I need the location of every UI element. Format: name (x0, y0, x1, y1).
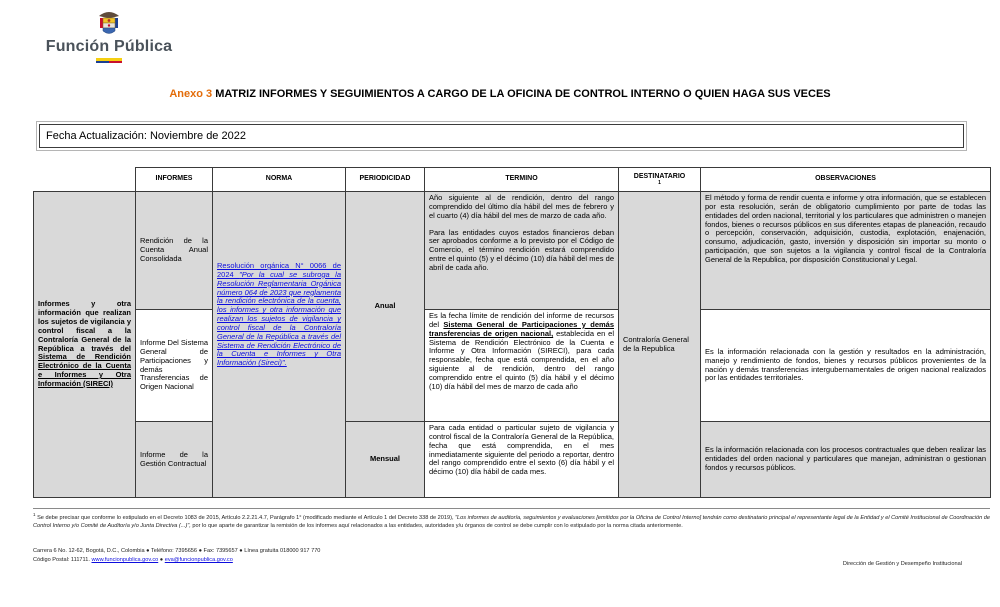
footnote-ref: 1 (33, 512, 36, 517)
norma-cell (213, 192, 346, 498)
title-anexo: Anexo 3 (169, 88, 213, 100)
title-text: MATRIZ INFORMES Y SEGUIMIENTOS A CARGO DE LA OFICINA DE CONTROL INTERNO O QUIEN HAGA SUS VECES (212, 88, 831, 100)
periodicidad-mensual-cell: Mensual (346, 422, 425, 498)
colombia-coat-of-arms-icon (97, 10, 121, 38)
footnote: $^1$ Se debe precisar que conforme lo estipulado en el Decreto 1083 de 2015, Artículo 2.2.21.4.7, Parágrafo 1° (modificado mediante el Artículo 1 del Decreto 338 de 2019), "Los informes de auditoría, seguimientos y evaluaciones [emitidos por la Oficina de Control Interno] tendrán como destinatario principal el representante legal de la Entidad y el Comité Institucional de Coordinación de Control Interno y/o Comité de Auditoría y/o Junta Directiva (...)", por lo que aparte de garantizar la remisión de los informes aquí relacionados a las entidades, autoridades y/u órganos de control se debe cumplir con lo estipulado por la norma citada anteriormente. (33, 512, 991, 529)
table-row (34, 310, 991, 422)
informe-cell-3: Informe de la Gestión Contractual (136, 422, 213, 498)
table-row (34, 422, 991, 498)
termino-cell-3: Para cada entidad o particular sujeto de vigilancia y control fiscal de la Contraloría General de la República, fecha que está comprendida, en el mes inmediatamente siguiente del periodo a reportar, dentro del rango comprendido entre el sexto (6) día hábil y el décimo (10) día hábil de cada mes. (425, 422, 619, 498)
col-header-destinatario: DESTINATARIO 1 (619, 168, 701, 192)
footer-postal-line: Código Postal: 111711. www.funcionpublica.gov.co ● eva@funcionpublica.gov.co (33, 556, 233, 563)
update-date-label: Fecha Actualización: Noviembre de 2022 (39, 124, 964, 148)
table-header-row (34, 168, 991, 192)
col-header-observaciones: OBSERVACIONES (701, 168, 991, 192)
periodicidad-anual-cell: Anual (346, 192, 425, 422)
informe-cell-2: Informe Del Sistema General de Participaciones y demás Transferencias de Origen Nacional (136, 310, 213, 422)
col-header-periodicidad: PERIODICIDAD (346, 168, 425, 192)
footer-address-line: Carrera 6 No. 12-62, Bogotá, D.C., Colombia ● Teléfono: 7395656 ● Fax: 7395657 ● Línea gratuita 018000 917 770 (33, 548, 321, 554)
header-empty-cell (34, 168, 136, 192)
termino-cell-2: Es la fecha límite de rendición del informe de recursos del Sistema General de Participaciones y demás transferencias de origen nacional, establecida en el Sistema de Rendición Electrónico de la Cuenta e Informe y Otra Información (SIRECI), para cada responsable, fecha que está comprendida, en el año siguiente al de rendición, dentro del rango comprendido entre el quinto (5) día hábil y el décimo (10) día hábil del mes de marzo de cada año (425, 310, 619, 422)
destinatario-footnote-ref: 1 (658, 180, 661, 187)
col-header-termino: TERMINO (425, 168, 619, 192)
page-title (0, 88, 1000, 100)
footer-contact (33, 547, 320, 565)
category-cell: Informes y otra información que realizan los sujetos de vigilancia y control fiscal a la Contraloría General de la República a través del Sistema de Rendición Electrónico de la Cuenta e Informes y Otra Información (SIRECI) (34, 192, 136, 498)
colombia-flag-icon (96, 58, 122, 63)
website-link[interactable]: www.funcionpublica.gov.co (91, 556, 159, 563)
col-header-norma: NORMA (213, 168, 346, 192)
table-row (34, 192, 991, 310)
informe-cell-1: Rendición de la Cuenta Anual Consolidada (136, 192, 213, 310)
norma-link[interactable]: Resolución orgánica N° 0066 de 2024 "Por la cual se subroga la Resolución Reglamentaria Orgánica número 064 de 2023 que reglamenta la rendición electrónica de la cuenta, los informes y otra información que realizan los sujetos de vigilancia y control fiscal de la Contraloría General de la República a través del Sistema de Rendición Electrónico de la Cuenta e Informes y Otra Información (Sireci)". (217, 261, 341, 368)
footnote-separator (33, 508, 990, 509)
email-link[interactable]: eva@funcionpublica.gov.co (164, 556, 233, 563)
destinatario-cell: Contraloría General de la Republica (619, 192, 701, 498)
col-header-informes: INFORMES (136, 168, 213, 192)
funcion-publica-logo (44, 10, 174, 63)
observaciones-cell-2: Es la información relacionada con la gestión y resultados en la administración, manejo y rendimiento de fondos, bienes y recursos públicos provenientes de la nación y demás transferencias intergubernamentales de origen nacional realizados por las entidades territoriales. (701, 310, 991, 422)
observaciones-cell-1: El método y forma de rendir cuenta e informe y otra información, que se establecen por esta resolución, serán de obligatorio cumplimiento por parte de todas las entidades del orden nacional, territorial y los particulares que administren o manejen fondos, bienes o recursos públicos en sus diferentes etapas de planeación, recaudo o percepción, conservación, adquisición, custodia, explotación, enajenación, consumo, adjudicación, gasto, inversión y disposición sin importar su monto o participación, que son sujetos a la vigilancia y control fiscal de la Contraloría General de la Republica, por disposición Constitucional y Legal. (701, 192, 991, 310)
informes-table (33, 167, 991, 498)
logo-wordmark: Función Pública (45, 38, 173, 55)
update-date-box (36, 121, 967, 151)
footer-department-label: Dirección de Gestión y Desempeño Institucional (842, 561, 962, 567)
observaciones-cell-3: Es la información relacionada con los procesos contractuales que deben realizar las entidades del orden nacional y particulares que manejan, administran o gestionan fondos y recursos públicos. (701, 422, 991, 498)
termino-cell-1: Año siguiente al de rendición, dentro del rango comprendido del último día hábil del mes de febrero y el cuarto (4) día hábil del mes de marzo de cada año. Para las entidades cuyos estados financieros deban ser aprobados conforme a lo previsto por el Código de Comercio, el término rendición estará comprendido entre el quinto (5) y el décimo (10) día hábil del mes de abril de cada año. (425, 192, 619, 310)
